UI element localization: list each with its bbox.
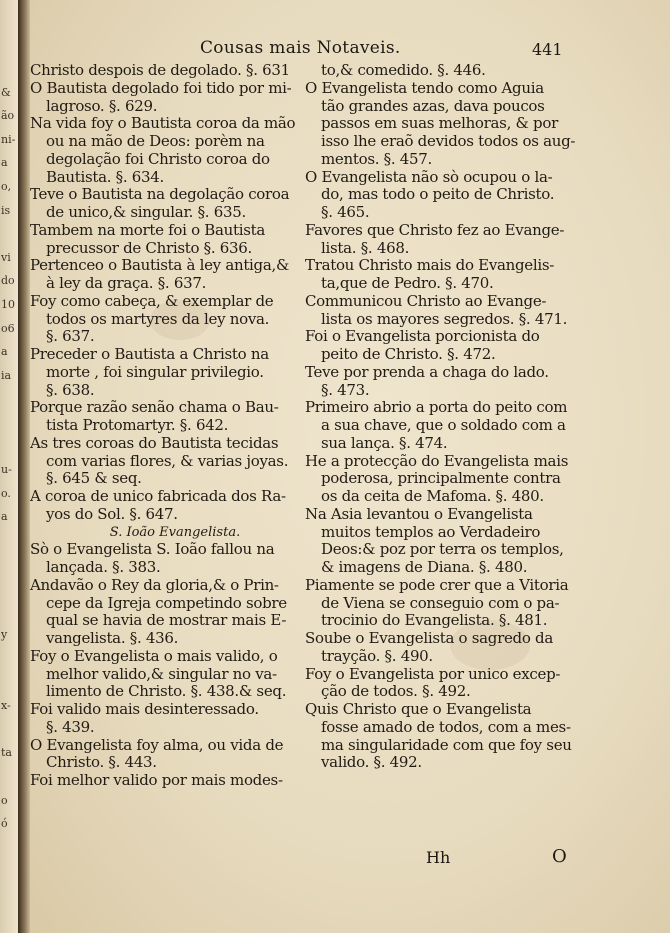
- previous-page-fragment: is: [1, 203, 11, 217]
- index-entry-line: Na vida foy o Bautista coroa da mão: [30, 115, 296, 133]
- index-entry-line: O Bautista degolado foi tido por mi-: [30, 79, 292, 97]
- index-entry-line: isso lhe eraõ devidos todos os aug-: [321, 133, 575, 150]
- index-entry-line: Teve por prenda a chaga do lado.: [305, 363, 549, 381]
- index-entry-line: Foy como cabeça, & exemplar de: [30, 292, 274, 310]
- running-head: Cousas mais Notaveis.: [200, 38, 401, 58]
- index-entry-line: Pertenceo o Bautista à ley antiga,&: [30, 257, 290, 275]
- index-column-right: [305, 62, 575, 772]
- index-entry-line: As tres coroas do Bautista tecidas: [30, 434, 279, 452]
- index-entry-line: Porque razão senão chama o Bau-: [30, 399, 279, 417]
- index-entry-line: trocinio do Evangelista. §. 481.: [321, 612, 548, 630]
- index-entry-line: Foi melhor valido por mais modes-: [30, 772, 283, 789]
- index-entry-line: de unico,& singular. §. 635.: [46, 204, 246, 221]
- page-number: 441: [532, 40, 563, 59]
- index-entry-line: to,& comedido. §. 446.: [321, 62, 486, 79]
- index-entry: [30, 737, 300, 773]
- index-entry-line: de Viena se conseguio com o pa-: [321, 594, 560, 612]
- index-entry: [305, 293, 575, 329]
- index-entry: [30, 293, 300, 346]
- previous-page-fragment: 10: [1, 298, 15, 311]
- index-entry: [305, 222, 575, 258]
- index-entry-line: Christo. §. 443.: [46, 754, 157, 772]
- index-entry-line: precussor de Christo §. 636.: [46, 239, 252, 257]
- index-entry-line: os da ceita de Mafoma. §. 480.: [321, 488, 544, 505]
- index-entry: [30, 701, 300, 737]
- index-entry-line: §. 439.: [46, 718, 95, 736]
- index-entry-line: lagroso. §. 629.: [46, 97, 158, 115]
- index-entry: [305, 701, 575, 772]
- index-entry-line: Andavão o Rey da gloria,& o Prin-: [30, 576, 279, 594]
- index-entry-line: degolação foi Christo coroa do: [46, 150, 270, 168]
- index-entry-line: com varias flores, & varias joyas.: [46, 452, 289, 470]
- index-column-left: [30, 62, 300, 790]
- index-entry-line: poderosa, principalmente contra: [321, 470, 561, 488]
- index-entry-line: fosse amado de todos, com a mes-: [321, 718, 571, 736]
- index-entry: [305, 62, 575, 80]
- index-entry-line: §. 465.: [321, 204, 370, 221]
- index-entry: [305, 364, 575, 400]
- previous-page-fragment: ta: [1, 746, 12, 760]
- previous-page-fragment: o6: [1, 321, 15, 335]
- previous-page-fragment: do: [1, 274, 15, 288]
- index-entry-line: Teve o Bautista na degolação coroa: [30, 186, 290, 204]
- index-entry-line: §. 645 & seq.: [46, 470, 142, 488]
- index-entry: [305, 666, 575, 702]
- section-heading: S. Ioão Evangelista.: [109, 524, 241, 540]
- index-entry: [30, 80, 300, 116]
- index-entry: [305, 257, 575, 293]
- index-entry: [30, 488, 300, 524]
- index-entry-line: Foi valido mais desinteressado.: [30, 701, 259, 718]
- index-entry-line: Na Asia levantou o Evangelista: [305, 505, 533, 523]
- previous-page-fragment: ão: [1, 109, 15, 123]
- index-entry-line: tão grandes azas, dava poucos: [321, 97, 545, 115]
- catchword: O: [552, 846, 567, 867]
- index-entry-line: a sua chave, que o soldado com a: [321, 417, 566, 434]
- index-entry: [30, 577, 300, 648]
- index-entry-line: valido. §. 492.: [321, 754, 422, 772]
- index-entry-line: ou na mão de Deos: porèm na: [46, 133, 265, 150]
- index-entry-line: O Evangelista foy alma, ou vida de: [30, 736, 284, 754]
- previous-page-fragment: x-: [1, 699, 11, 713]
- index-entry: [305, 399, 575, 452]
- index-entry: [305, 328, 575, 364]
- previous-page-fragment: vi: [1, 250, 11, 264]
- index-entry: [305, 506, 575, 577]
- index-entry-line: lista. §. 468.: [321, 239, 410, 257]
- index-entry-line: Favores que Christo fez ao Evange-: [305, 221, 565, 239]
- index-entry: [30, 399, 300, 435]
- index-entry-line: O Evangelista tendo como Aguia: [305, 79, 544, 97]
- index-entry: [30, 435, 300, 488]
- index-entry-line: & imagens de Diana. §. 480.: [321, 559, 528, 576]
- index-entry-line: §. 638.: [46, 381, 95, 399]
- index-entry: [305, 80, 575, 169]
- previous-page-fragment: u-: [1, 463, 12, 477]
- index-entry: [30, 772, 300, 790]
- index-entry-line: Piamente se pode crer que a Vitoria: [305, 576, 569, 594]
- book-page: [30, 0, 670, 933]
- index-entry-line: Preceder o Bautista a Christo na: [30, 346, 269, 363]
- index-entry-line: cepe da Igreja competindo sobre: [46, 594, 287, 612]
- index-entry-line: §. 473.: [321, 381, 370, 399]
- index-entry: [30, 257, 300, 293]
- index-entry-line: Primeiro abrio a porta do peito com: [305, 399, 568, 417]
- signature-mark: Hh: [426, 848, 451, 867]
- previous-page-fragment: o,: [1, 180, 12, 193]
- index-entry-line: morte , foi singular privilegio.: [46, 363, 264, 381]
- index-entry-line: ma singularidade com que foy seu: [321, 736, 572, 754]
- index-entry-line: Sò o Evangelista S. Ioão fallou na: [30, 541, 275, 559]
- index-entry-line: mentos. §. 457.: [321, 150, 432, 168]
- previous-page-fragment: &: [1, 85, 11, 99]
- index-entry-line: Tratou Christo mais do Evangelis-: [305, 257, 555, 275]
- index-entry-line: vangelista. §. 436.: [46, 630, 179, 647]
- previous-page-edge: [0, 0, 19, 933]
- index-entry-line: lista os mayores segredos. §. 471.: [321, 310, 568, 328]
- index-entry-line: limento de Christo. §. 438.& seq.: [46, 683, 287, 701]
- index-entry-line: peito de Christo. §. 472.: [321, 346, 496, 363]
- index-entry: [305, 630, 575, 666]
- index-entry-line: trayção. §. 490.: [321, 647, 433, 665]
- index-entry: [30, 62, 300, 80]
- previous-page-fragment: ni-: [1, 132, 16, 146]
- index-entry-line: Soube o Evangelista o sagredo da: [305, 630, 553, 647]
- index-entry-line: à ley da graça. §. 637.: [46, 275, 207, 292]
- index-entry-line: Foi o Evangelista porcionista do: [305, 328, 540, 346]
- index-entry: [305, 169, 575, 222]
- index-entry: [30, 186, 300, 222]
- index-entry: [305, 453, 575, 506]
- index-entry-line: A coroa de unico fabricada dos Ra-: [30, 488, 286, 505]
- index-entry-line: O Evangelista não sò ocupou o la-: [305, 168, 553, 186]
- index-entry-line: Deos:& poz por terra os templos,: [321, 541, 564, 559]
- index-entry-line: §. 637.: [46, 328, 95, 346]
- previous-page-fragment: o: [1, 793, 8, 807]
- index-entry-line: Tambem na morte foi o Bautista: [30, 221, 266, 239]
- book-gutter: [18, 0, 30, 933]
- index-entry-line: Communicou Christo ao Evange-: [305, 292, 547, 310]
- previous-page-fragment: y: [1, 628, 8, 642]
- index-entry-line: melhor valido,& singular no va-: [46, 665, 277, 683]
- index-entry-line: Christo despois de degolado. §. 631: [30, 62, 290, 79]
- previous-page-fragment: a: [1, 510, 8, 524]
- index-entry-line: Bautista. §. 634.: [46, 168, 164, 186]
- index-entry-line: passos em suas melhoras, & por: [321, 115, 558, 133]
- index-entry-line: Foy o Evangelista por unico excep-: [305, 665, 561, 683]
- index-entry-line: He a protecção do Evangelista mais: [305, 452, 569, 470]
- previous-page-fragment: a: [1, 345, 8, 359]
- index-entry-line: yos do Sol. §. 647.: [46, 505, 178, 523]
- index-entry: [30, 222, 300, 258]
- index-entry: [30, 115, 300, 186]
- index-entry-line: lançada. §. 383.: [46, 559, 161, 576]
- index-entry-line: do, mas todo o peito de Christo.: [321, 186, 555, 204]
- index-entry-line: Foy o Evangelista o mais valido, o: [30, 647, 278, 665]
- index-entry: [30, 541, 300, 577]
- index-entry-line: todos os martyres da ley nova.: [46, 310, 270, 328]
- previous-page-fragment: ó: [1, 817, 8, 831]
- index-entry-line: muitos templos ao Verdadeiro: [321, 523, 541, 541]
- index-entry-line: tista Protomartyr. §. 642.: [46, 417, 229, 434]
- previous-page-fragment: o.: [1, 486, 11, 500]
- index-entry-line: sua lança. §. 474.: [321, 434, 448, 452]
- previous-page-fragment: ia: [1, 368, 12, 382]
- index-entry-line: ção de todos. §. 492.: [321, 683, 471, 701]
- index-entry-line: ta,que de Pedro. §. 470.: [321, 275, 494, 292]
- index-entry: [305, 577, 575, 630]
- index-entry: [30, 346, 300, 399]
- previous-page-fragment: a: [1, 156, 8, 170]
- index-entry-line: Quis Christo que o Evangelista: [305, 701, 532, 718]
- index-entry-line: qual se havia de mostrar mais E-: [46, 612, 287, 630]
- index-entry: [30, 648, 300, 701]
